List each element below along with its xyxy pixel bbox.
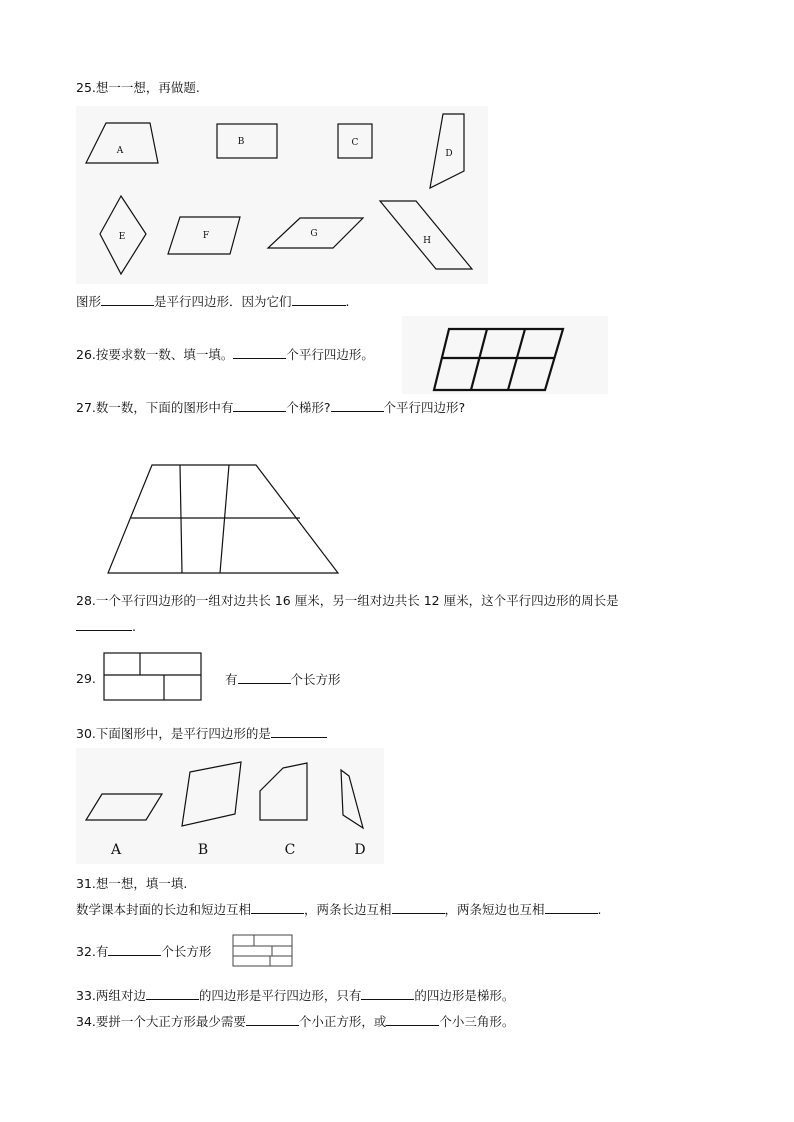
q28-answer-line: .: [76, 618, 136, 635]
q27-figure: [104, 460, 344, 578]
q30-blank[interactable]: [271, 725, 327, 738]
q27-blank-2[interactable]: [331, 399, 384, 412]
q34-line: 34.要拼一个大正方形最少需要 个小正方形，或 个小三角形。: [76, 1014, 515, 1029]
q32-blank[interactable]: [108, 943, 161, 956]
q32-figure: [232, 934, 294, 968]
q34-blank-1[interactable]: [246, 1013, 299, 1026]
q25-answer-line: 图形 是平行四边形．因为它们 .: [76, 294, 350, 309]
q33-blank-1[interactable]: [146, 987, 199, 1000]
q28-line: 28.一个平行四边形的一组对边共长 16 厘米，另一组对边共长 12 厘米，这个平行四边形的周长是: [76, 593, 619, 608]
shape-label-g: G: [310, 229, 318, 239]
option-label-b: B: [197, 842, 209, 858]
q34-blank-2[interactable]: [386, 1013, 439, 1026]
option-label-a: A: [110, 842, 122, 858]
q26-line: 26.按要求数一数、填一填。 个平行四边形。: [76, 347, 374, 362]
q32-line: 32.有 个长方形: [76, 944, 212, 959]
q27-line: 27.数一数，下面的图形中有 个梯形? 个平行四边形?: [76, 400, 466, 415]
shape-label-e: E: [118, 232, 126, 242]
q29-blank[interactable]: [238, 671, 291, 684]
q29-line: 有 个长方形: [225, 672, 341, 687]
q30-line: 30.下面图形中，是平行四边形的是: [76, 725, 327, 742]
q29-number: 29.: [76, 671, 96, 686]
q26-figure: [402, 316, 608, 394]
q25-figure: [76, 106, 488, 284]
q25-blank-1[interactable]: [101, 293, 154, 306]
q33-line: 33.两组对边 的四边形是平行四边形，只有 的四边形是梯形。: [76, 988, 515, 1003]
q26-blank[interactable]: [233, 346, 286, 359]
q27-blank-1[interactable]: [233, 399, 286, 412]
option-label-c: C: [284, 842, 296, 858]
q25-blank-2[interactable]: [292, 293, 346, 306]
q31-blank-1[interactable]: [251, 901, 304, 914]
q28-blank[interactable]: [76, 618, 132, 631]
shape-label-a: A: [116, 146, 124, 156]
q31-blank-2[interactable]: [392, 901, 445, 914]
q31-line: 数学课本封面的长边和短边互相 ，两条长边互相 ，两条短边也互相 .: [76, 902, 602, 917]
q31-blank-3[interactable]: [545, 901, 598, 914]
q31-title: 31.想一想，填一填.: [76, 876, 188, 891]
option-label-d: D: [354, 842, 366, 858]
shape-label-c: C: [351, 138, 359, 148]
shape-label-b: B: [237, 137, 245, 147]
shape-label-f: F: [202, 231, 210, 241]
q25-title: 25.想一一想，再做题.: [76, 80, 200, 95]
shape-label-d: D: [445, 149, 453, 159]
q33-blank-2[interactable]: [361, 987, 414, 1000]
q29-figure: [102, 651, 204, 703]
shape-label-h: H: [423, 236, 431, 246]
q30-figure: [76, 748, 384, 864]
